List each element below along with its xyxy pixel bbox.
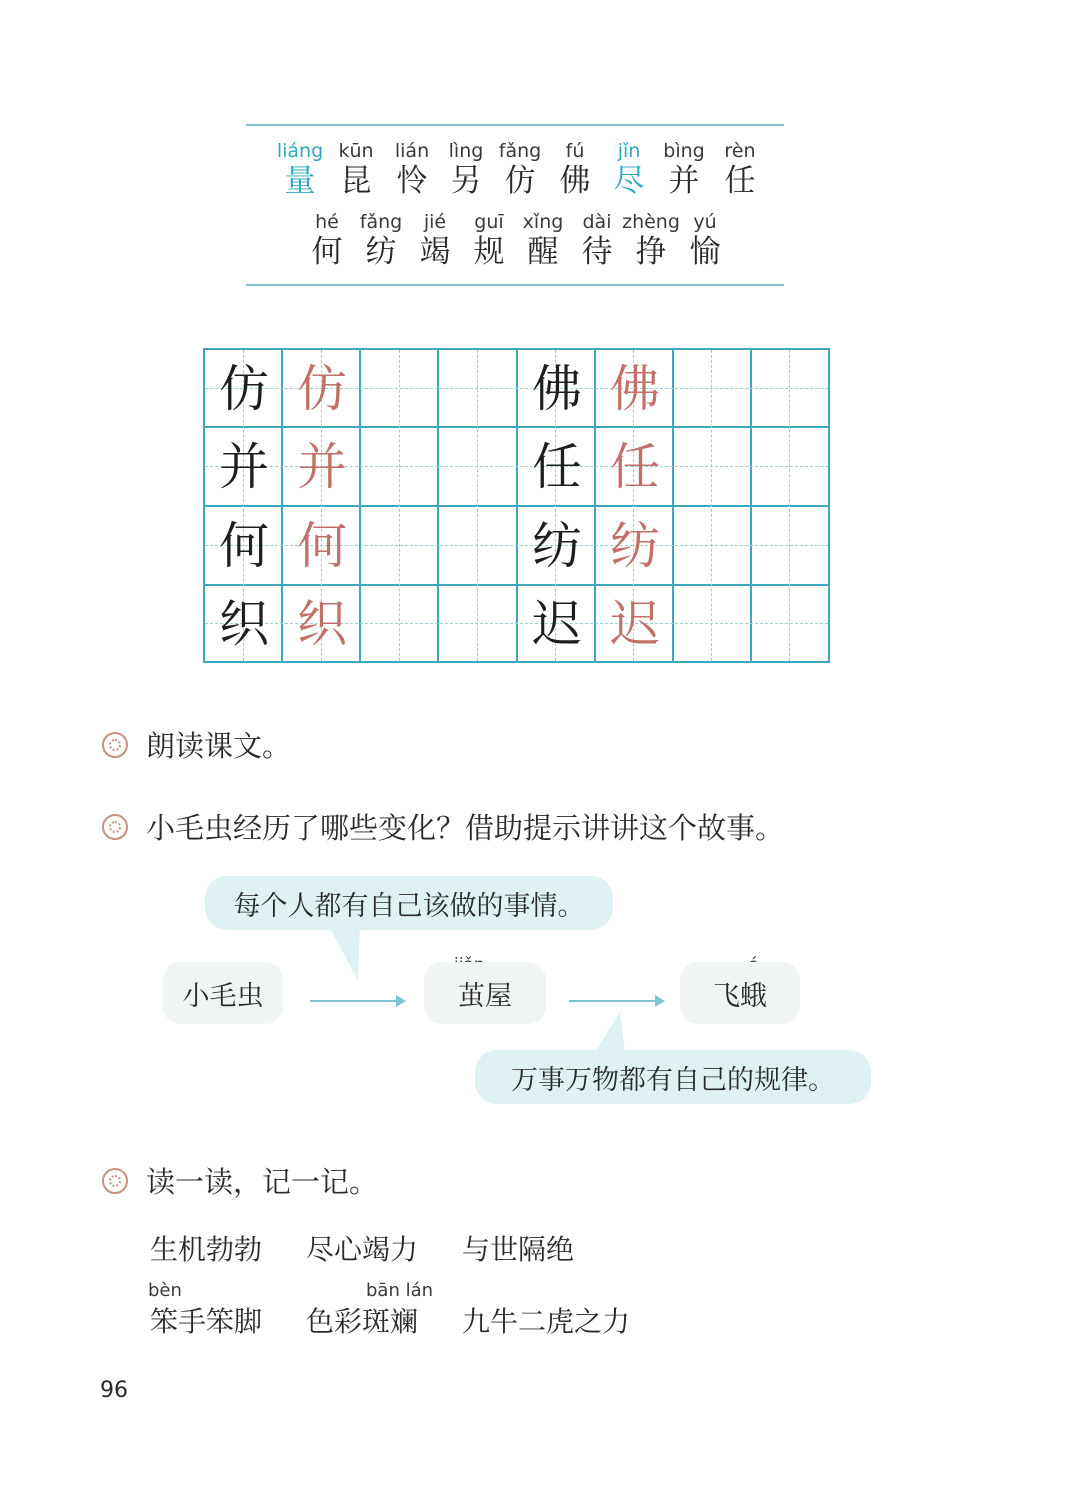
top-rule (246, 124, 784, 126)
char-cell (440, 140, 492, 200)
flower-bullet-icon (102, 732, 128, 758)
pinyin: jié (423, 211, 447, 233)
char-cell (408, 211, 462, 271)
exercise-1 (102, 724, 291, 765)
pinyin: rèn (724, 140, 756, 162)
exercise-text: 朗读课文。 (146, 729, 292, 763)
hanzi: 佛 (559, 163, 591, 199)
char-cell (548, 140, 602, 200)
char-cell (656, 140, 712, 200)
char-cell (624, 211, 678, 271)
pinyin: bān lán (366, 1280, 434, 1301)
exercise-text: 小毛虫经历了哪些变化？借助提示讲讲这个故事。 (146, 811, 785, 845)
trace-char: 仿 (297, 360, 347, 418)
stage-moth: 飞蛾 (680, 962, 800, 1024)
model-char: 织 (219, 595, 269, 653)
arrow-1 (310, 1000, 404, 1002)
hanzi: 另 (450, 163, 482, 199)
idiom: 笨手笨脚 (150, 1305, 263, 1338)
char-cell (570, 211, 624, 271)
hanzi: 竭 (419, 234, 451, 270)
hanzi: 规 (473, 234, 505, 270)
char-cell (712, 140, 768, 200)
grid-midline (399, 350, 400, 661)
pinyin: xǐng (522, 211, 564, 233)
hanzi: 待 (581, 234, 613, 270)
hanzi: 何 (311, 234, 343, 270)
exercise-3 (102, 1160, 378, 1201)
char-cell (384, 140, 440, 200)
model-char: 迟 (532, 595, 582, 653)
hanzi: 怜 (396, 163, 428, 199)
new-chars-row-1 (272, 140, 768, 200)
hanzi: 任 (724, 163, 756, 199)
hanzi: 仿 (504, 163, 536, 199)
char-cell (462, 211, 516, 271)
idiom: 色彩斑斓 (306, 1305, 419, 1338)
char-cell (678, 211, 732, 271)
pinyin: lìng (448, 140, 484, 162)
pinyin: liáng (276, 140, 324, 162)
flower-bullet-icon (102, 814, 128, 840)
pinyin: kūn (338, 140, 374, 162)
trace-char: 并 (297, 438, 347, 496)
char-cell (492, 140, 548, 200)
char-cell (354, 211, 408, 271)
char-cell (328, 140, 384, 200)
hanzi: 昆 (340, 163, 372, 199)
writing-grid (203, 348, 830, 663)
exercise-2 (102, 806, 784, 847)
bottom-rule (246, 284, 784, 286)
char-cell (300, 211, 354, 271)
hanzi: 纺 (365, 234, 397, 270)
flower-bullet-icon (102, 1168, 128, 1194)
trace-char: 织 (297, 595, 347, 653)
new-chars-row-2 (300, 211, 732, 271)
trace-char: 何 (297, 517, 347, 575)
idiom: 九牛二虎之力 (462, 1305, 631, 1338)
trace-char: 迟 (610, 595, 660, 653)
pinyin: bìng (663, 140, 705, 162)
hanzi: 尽 (613, 163, 645, 199)
grid-midline (477, 350, 478, 661)
char-cell (602, 140, 656, 200)
hanzi: 量 (284, 163, 316, 199)
pinyin: dài (582, 211, 612, 233)
speech-bubble-bottom: 万事万物都有自己的规律。 (475, 1050, 871, 1104)
pinyin: fú (565, 140, 585, 162)
pinyin: guī (474, 211, 504, 233)
pinyin: zhèng (622, 211, 680, 233)
model-char: 并 (219, 438, 269, 496)
pinyin: hé (315, 211, 339, 233)
model-char: 佛 (532, 360, 582, 418)
stage-caterpillar: 小毛虫 (163, 962, 283, 1024)
bubble-tail-top (320, 925, 370, 985)
grid-midline (711, 350, 712, 661)
pinyin: yú (693, 211, 717, 233)
hanzi: 挣 (635, 234, 667, 270)
pinyin: fǎng (359, 211, 403, 233)
exercise-text: 读一读，记一记。 (146, 1165, 379, 1199)
model-char: 任 (532, 438, 582, 496)
idiom: 生机勃勃 (150, 1233, 263, 1266)
hanzi: 醒 (527, 234, 559, 270)
trace-char: 佛 (610, 360, 660, 418)
idiom: 与世隔绝 (462, 1233, 575, 1266)
trace-char: 纺 (610, 517, 660, 575)
hanzi: 并 (668, 163, 700, 199)
speech-bubble-top: 每个人都有自己该做的事情。 (205, 876, 613, 930)
pinyin: bèn (148, 1280, 182, 1301)
stage-cocoon: 茧屋 (424, 962, 546, 1024)
char-cell (272, 140, 328, 200)
pinyin: lián (394, 140, 430, 162)
trace-char: 任 (610, 438, 660, 496)
page-number: 96 (100, 1378, 128, 1403)
idiom: 尽心竭力 (306, 1233, 419, 1266)
pinyin: fǎng (498, 140, 542, 162)
arrow-2 (569, 1000, 663, 1002)
model-char: 何 (219, 517, 269, 575)
model-char: 纺 (532, 517, 582, 575)
hanzi: 愉 (689, 234, 721, 270)
grid-midline (789, 350, 790, 661)
char-cell (516, 211, 570, 271)
model-char: 仿 (219, 360, 269, 418)
pinyin: jǐn (617, 140, 641, 162)
